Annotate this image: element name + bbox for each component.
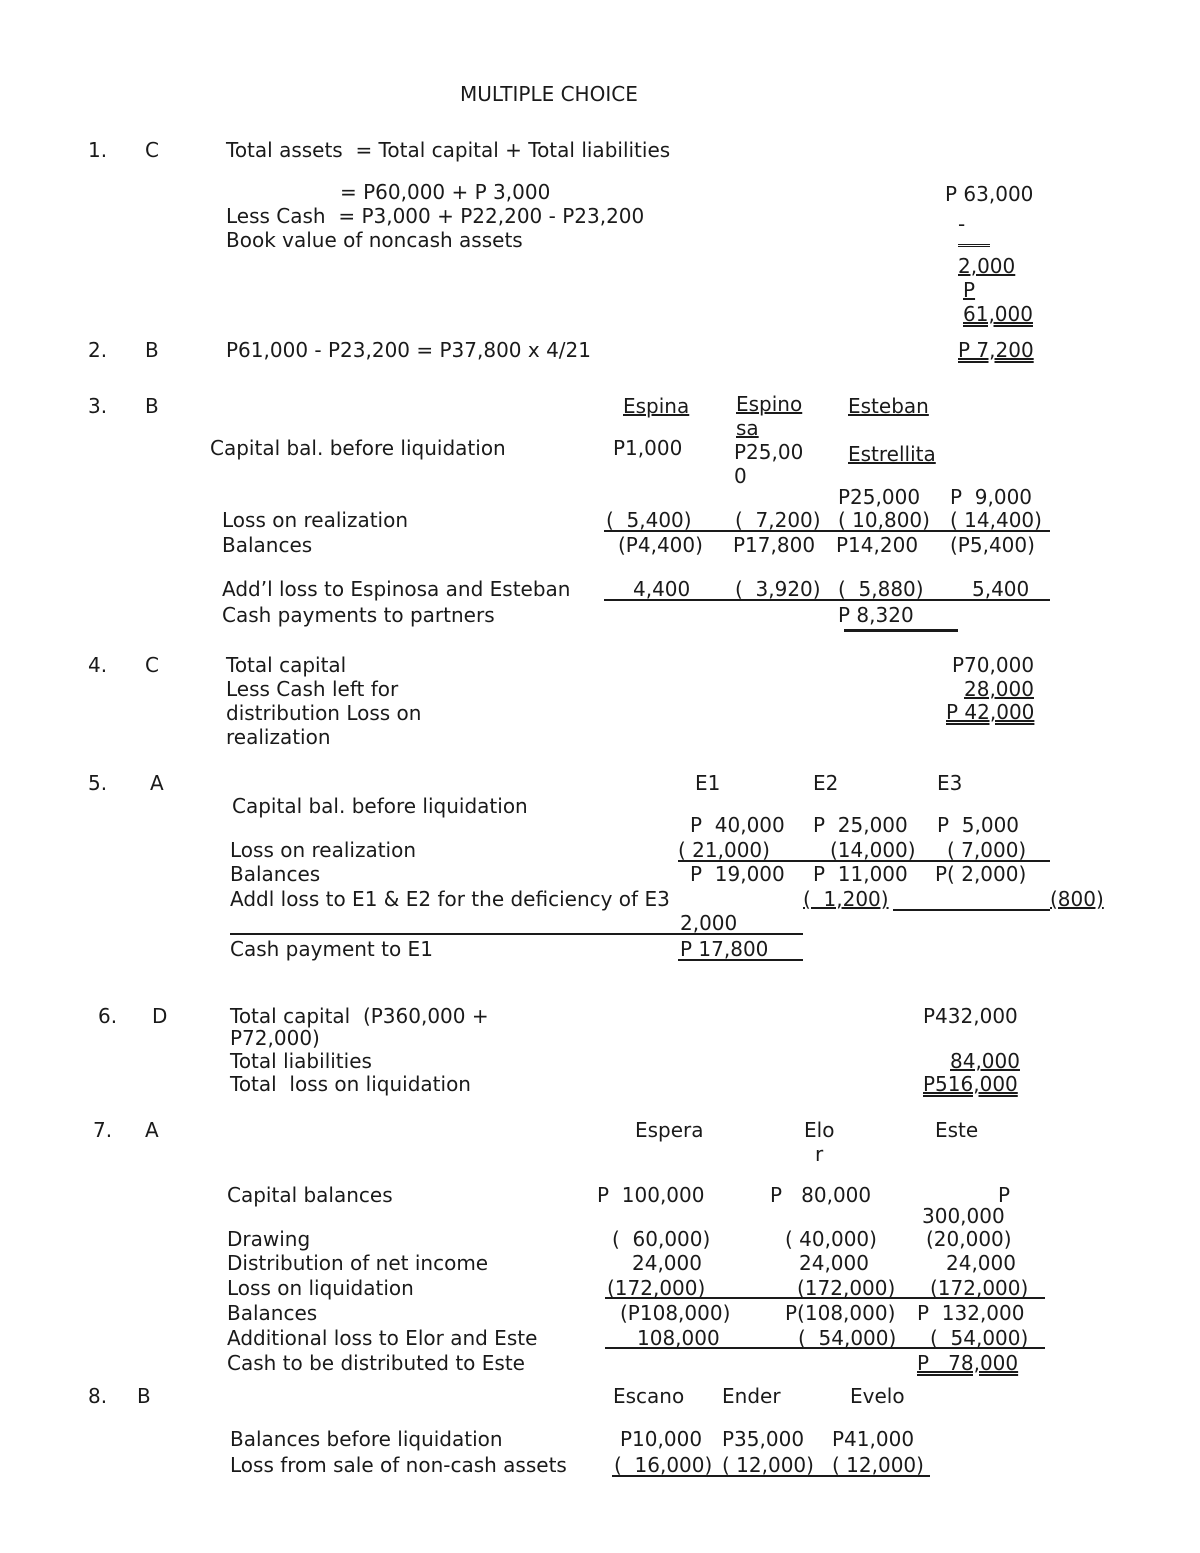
q7-balances-label: Balances: [227, 1301, 318, 1325]
q3-loss-espinosa: ( 7,200): [735, 508, 821, 532]
q3-header-estrellita: Estrellita: [848, 442, 936, 466]
q4-line-3: distribution Loss on: [226, 701, 422, 725]
q6-value-capital: P432,000: [923, 1004, 1018, 1028]
q5-additional-label: Addl loss to E1 & E2 for the deficiency of E3: [230, 887, 670, 911]
question-number: 7.: [93, 1118, 113, 1142]
q3-balance-estrellita: (P5,400): [950, 533, 1035, 557]
q5-capital-label: Capital bal. before liquidation: [232, 794, 528, 818]
rule: [604, 530, 1050, 532]
q7-balance-espera: (P108,000): [620, 1301, 731, 1325]
q1-line-4: Book value of noncash assets: [226, 228, 523, 252]
q7-capital-este: P: [998, 1183, 1011, 1207]
q5-header-e3: E3: [937, 771, 963, 795]
q5-balance-e3: P( 2,000): [935, 862, 1027, 886]
q1-line-1: Total assets = Total capital + Total liabilities: [226, 138, 671, 162]
q7-loss-elor: (172,000): [797, 1276, 896, 1300]
q3-balance-esteban: P14,200: [836, 533, 919, 557]
q7-balance-este: P 132,000: [917, 1301, 1025, 1325]
answer-letter: B: [145, 394, 159, 418]
q7-loss-espera: (172,000): [607, 1276, 706, 1300]
q7-drawing-este: (20,000): [926, 1227, 1012, 1251]
q3-additional-espina: 4,400: [633, 577, 691, 601]
q1-value-dash: -: [958, 212, 966, 236]
q3-cash-value: P 8,320: [838, 603, 914, 627]
q7-capital-espera: P 100,000: [597, 1183, 705, 1207]
q5-capital-e3: P 5,000: [937, 813, 1020, 837]
q2-value: P 7,200: [958, 338, 1034, 362]
q6-line-3: Total liabilities: [230, 1049, 372, 1073]
q7-header-elor-cont: r: [815, 1142, 824, 1166]
q3-additional-estrellita: 5,400: [972, 577, 1030, 601]
answer-letter: C: [145, 138, 159, 162]
q1-value-book-value: 61,000: [963, 302, 1033, 326]
q6-line-1: Total capital (P360,000 +: [230, 1004, 489, 1028]
q3-additional-esteban: ( 5,880): [838, 577, 924, 601]
q3-capital-label: Capital bal. before liquidation: [210, 436, 506, 460]
q7-drawing-label: Drawing: [227, 1227, 311, 1251]
q3-capital-espinosa: P25,00: [734, 440, 804, 464]
rule: [605, 1347, 1045, 1349]
question-number: 1.: [88, 138, 108, 162]
double-rule: [958, 244, 990, 247]
rule: [605, 1297, 1045, 1299]
answer-letter: B: [137, 1384, 151, 1408]
q3-loss-esteban: ( 10,800): [838, 508, 930, 532]
rule: [230, 933, 803, 935]
q1-value-cash: 2,000: [958, 254, 1016, 278]
q3-balances-label: Balances: [222, 533, 313, 557]
q3-additional-espinosa: ( 3,920): [735, 577, 821, 601]
q7-additional-label: Additional loss to Elor and Este: [227, 1326, 538, 1350]
q4-line-1: Total capital: [226, 653, 347, 677]
q7-header-este: Este: [935, 1118, 979, 1142]
q3-cash-label: Cash payments to partners: [222, 603, 495, 627]
q6-line-2: P72,000): [230, 1026, 320, 1050]
q8-header-ender: Ender: [722, 1384, 781, 1408]
q7-drawing-espera: ( 60,000): [612, 1227, 711, 1251]
q3-additional-label: Add’l loss to Espinosa and Esteban: [222, 577, 571, 601]
rule: [604, 599, 1050, 601]
q7-additional-espera: 108,000: [637, 1326, 720, 1350]
q5-balance-e2: P 11,000: [813, 862, 908, 886]
q5-additional-e3: (800): [1050, 887, 1104, 911]
rule: [678, 959, 803, 961]
q5-loss-e1: ( 21,000): [678, 838, 770, 862]
question-number: 5.: [88, 771, 108, 795]
q4-value-cash: 28,000: [964, 677, 1034, 701]
question-number: 6.: [98, 1004, 118, 1028]
q3-capital-espinosa-cont: 0: [734, 464, 747, 488]
question-number: 2.: [88, 338, 108, 362]
q1-line-2: = P60,000 + P 3,000: [340, 180, 551, 204]
q7-cash-value: P 78,000: [917, 1351, 1019, 1375]
q5-capital-e2: P 25,000: [813, 813, 908, 837]
q5-loss-label: Loss on realization: [230, 838, 417, 862]
q7-additional-este: ( 54,000): [930, 1326, 1029, 1350]
q7-drawing-elor: ( 40,000): [785, 1227, 877, 1251]
q7-header-espera: Espera: [635, 1118, 704, 1142]
q6-value-liabilities: 84,000: [950, 1049, 1020, 1073]
q4-line-4: realization: [226, 725, 331, 749]
q5-loss-e3: ( 7,000): [947, 838, 1027, 862]
q7-loss-este: (172,000): [930, 1276, 1029, 1300]
rule: [893, 909, 1050, 911]
q5-balance-e1: P 19,000: [690, 862, 785, 886]
q2-computation: P61,000 - P23,200 = P37,800 x 4/21: [226, 338, 591, 362]
q3-capital-espina: P1,000: [613, 436, 683, 460]
q3-header-espinosa-cont: sa: [736, 416, 759, 440]
q3-capital-esteban: P25,000: [838, 485, 921, 509]
q3-header-espinosa: Espino: [736, 392, 803, 416]
q3-capital-estrellita: P 9,000: [950, 485, 1033, 509]
rule: [612, 1475, 930, 1477]
q7-loss-label: Loss on liquidation: [227, 1276, 414, 1300]
q8-loss-label: Loss from sale of non-cash assets: [230, 1453, 567, 1477]
question-number: 8.: [88, 1384, 108, 1408]
q8-header-evelo: Evelo: [850, 1384, 905, 1408]
q7-balance-elor: P(108,000): [785, 1301, 896, 1325]
q8-balance-evelo: P41,000: [832, 1427, 915, 1451]
q8-balance-ender: P35,000: [722, 1427, 805, 1451]
q5-additional-e1: 2,000: [680, 911, 738, 935]
q7-net-income-este: 24,000: [946, 1251, 1016, 1275]
q1-value-total-assets: P 63,000: [945, 182, 1034, 206]
q7-capital-label: Capital balances: [227, 1183, 393, 1207]
q7-capital-elor: P 80,000: [770, 1183, 872, 1207]
q4-value-capital: P70,000: [952, 653, 1035, 677]
q1-line-3: Less Cash = P3,000 + P22,200 - P23,200: [226, 204, 645, 228]
page-title: MULTIPLE CHOICE: [460, 82, 638, 106]
q3-loss-label: Loss on realization: [222, 508, 409, 532]
rule: [844, 629, 958, 632]
q5-header-e1: E1: [695, 771, 721, 795]
q8-header-escano: Escano: [613, 1384, 685, 1408]
q7-cash-label: Cash to be distributed to Este: [227, 1351, 525, 1375]
q5-header-e2: E2: [813, 771, 839, 795]
q7-additional-elor: ( 54,000): [798, 1326, 897, 1350]
answer-letter: A: [145, 1118, 159, 1142]
q7-net-income-elor: 24,000: [799, 1251, 869, 1275]
q3-balance-espinosa: P17,800: [733, 533, 816, 557]
q5-capital-e1: P 40,000: [690, 813, 785, 837]
q3-header-esteban: Esteban: [848, 394, 929, 418]
q6-value-loss: P516,000: [923, 1072, 1018, 1096]
answer-letter: C: [145, 653, 159, 677]
q7-capital-este-cont: 300,000: [922, 1204, 1005, 1228]
answer-letter: D: [152, 1004, 168, 1028]
q7-net-income-espera: 24,000: [632, 1251, 702, 1275]
q5-loss-e2: (14,000): [830, 838, 916, 862]
q5-balances-label: Balances: [230, 862, 321, 886]
q3-loss-estrellita: ( 14,400): [950, 508, 1042, 532]
answer-letter: B: [145, 338, 159, 362]
q4-value-loss: P 42,000: [946, 700, 1035, 724]
q8-loss-escano: ( 16,000): [614, 1453, 713, 1477]
q5-additional-e2: ( 1,200): [803, 887, 889, 911]
question-number: 4.: [88, 653, 108, 677]
q3-header-espina: Espina: [623, 394, 690, 418]
q8-balances-label: Balances before liquidation: [230, 1427, 503, 1451]
question-number: 3.: [88, 394, 108, 418]
q8-loss-ender: ( 12,000): [722, 1453, 814, 1477]
q5-cash-value: P 17,800: [680, 937, 769, 961]
q8-loss-evelo: ( 12,000): [832, 1453, 924, 1477]
q5-cash-label: Cash payment to E1: [230, 937, 433, 961]
q8-balance-escano: P10,000: [620, 1427, 703, 1451]
q7-header-elor: Elo: [804, 1118, 835, 1142]
q4-line-2: Less Cash left for: [226, 677, 399, 701]
q3-loss-espina: ( 5,400): [606, 508, 692, 532]
q3-balance-espina: (P4,400): [618, 533, 703, 557]
answer-letter: A: [150, 771, 164, 795]
q1-value-currency: P: [963, 278, 976, 302]
q7-net-income-label: Distribution of net income: [227, 1251, 489, 1275]
q6-line-4: Total loss on liquidation: [230, 1072, 471, 1096]
